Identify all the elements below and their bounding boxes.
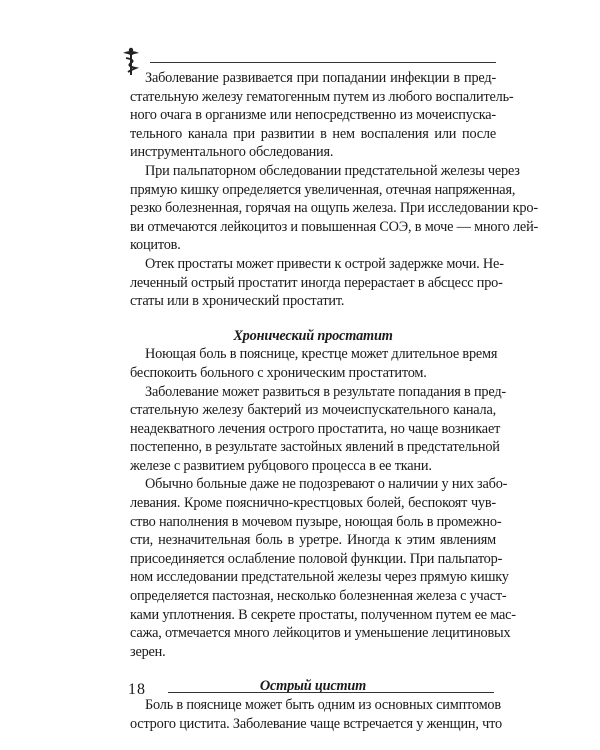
text-line: беспокоить больного с хроническим простатитом. <box>130 364 427 381</box>
text-line: присоединяется ослабление половой функции. При пальпатор- <box>130 550 503 567</box>
paragraph-5 <box>130 383 506 476</box>
text-line: зерен. <box>130 643 166 660</box>
text-line: сажа, отмечается много лейкоцитов и уменьшение лецитиновых <box>130 625 511 642</box>
text-line: ного очага в организме или непосредственно из мочеиспуска- <box>130 107 496 124</box>
text-line: Заболевание может развиться в результате попадания в пред- <box>145 383 506 400</box>
text-line: статы или в хронический простатит. <box>130 293 345 310</box>
text-line: Ноющая боль в пояснице, крестце может длительное время <box>145 346 498 363</box>
page-body <box>130 69 539 733</box>
page-number: 18 <box>128 681 146 698</box>
section-heading: Хронический простатит <box>233 327 393 344</box>
text-line: сти, незначительная боль в уретре. Иногда к этим явлениям <box>130 532 496 549</box>
text-line: стательную железу бактерий из мочеиспускательного канала, <box>130 402 496 419</box>
text-line: неадекватного лечения острого простатита, но чаще возникает <box>130 420 501 437</box>
paragraph-7 <box>130 696 502 733</box>
text-line: ном исследовании предстательной железы через прямую кишку <box>130 569 509 586</box>
text-line: прямую кишку определяется увеличенная, отечная напряженная, <box>130 181 516 198</box>
text-line: резко болезненная, горячая на ощупь железа. При исследовании кро- <box>130 200 538 217</box>
text-line: Боль в пояснице может быть одним из основных симптомов <box>145 697 501 713</box>
paragraph-6 <box>130 475 516 661</box>
text-line: стательную железу гематогенным путем из любого воспалитель- <box>130 88 514 105</box>
paragraph-4 <box>130 345 496 382</box>
paragraph-1 <box>130 69 514 162</box>
text-line: ками уплотнения. В секрете простаты, полученном путем ее мас- <box>130 606 516 623</box>
paragraph-3 <box>130 255 504 311</box>
header-rule <box>150 62 496 63</box>
text-line: Отек простаты может привести к острой задержке мочи. Не- <box>145 255 504 272</box>
text-line: инструментального обследования. <box>130 144 334 161</box>
text-line: Обычно больные даже не подозревают о наличии у них забо- <box>145 476 508 493</box>
text-line: левания. Кроме пояснично-крестцовых болей, беспокоят чув- <box>130 495 496 512</box>
footer-rule <box>168 692 494 693</box>
text-line: тельного канала при развитии в нем воспаления или после <box>130 125 496 142</box>
text-line: ви отмечаются лейкоцитоз и повышенная СОЭ, в моче — много лей- <box>130 218 539 235</box>
text-line: железе с развитием рубцового процесса в ее ткани. <box>130 457 432 474</box>
text-line: острого цистита. Заболевание чаще встречается у женщин, что <box>130 715 502 732</box>
spacer <box>130 311 496 327</box>
section-heading: Острый цистит <box>259 678 367 695</box>
text-line: постепенно, в результате застойных явлений в предстательной <box>130 439 500 456</box>
text-line: леченный острый простатит иногда перерастает в абсцесс про- <box>130 274 503 291</box>
paragraph-2 <box>130 162 539 255</box>
text-line: При пальпаторном обследовании предстательной железы через <box>145 162 520 179</box>
text-line: коцитов. <box>130 237 181 254</box>
text-line: Заболевание развивается при попадании инфекции в пред- <box>145 70 496 86</box>
text-line: ство наполнения в мочевом пузыре, ноющая боль в промежно- <box>130 513 502 530</box>
spacer <box>130 661 496 677</box>
text-line: определяется пастозная, несколько болезненная железа с участ- <box>130 588 507 605</box>
